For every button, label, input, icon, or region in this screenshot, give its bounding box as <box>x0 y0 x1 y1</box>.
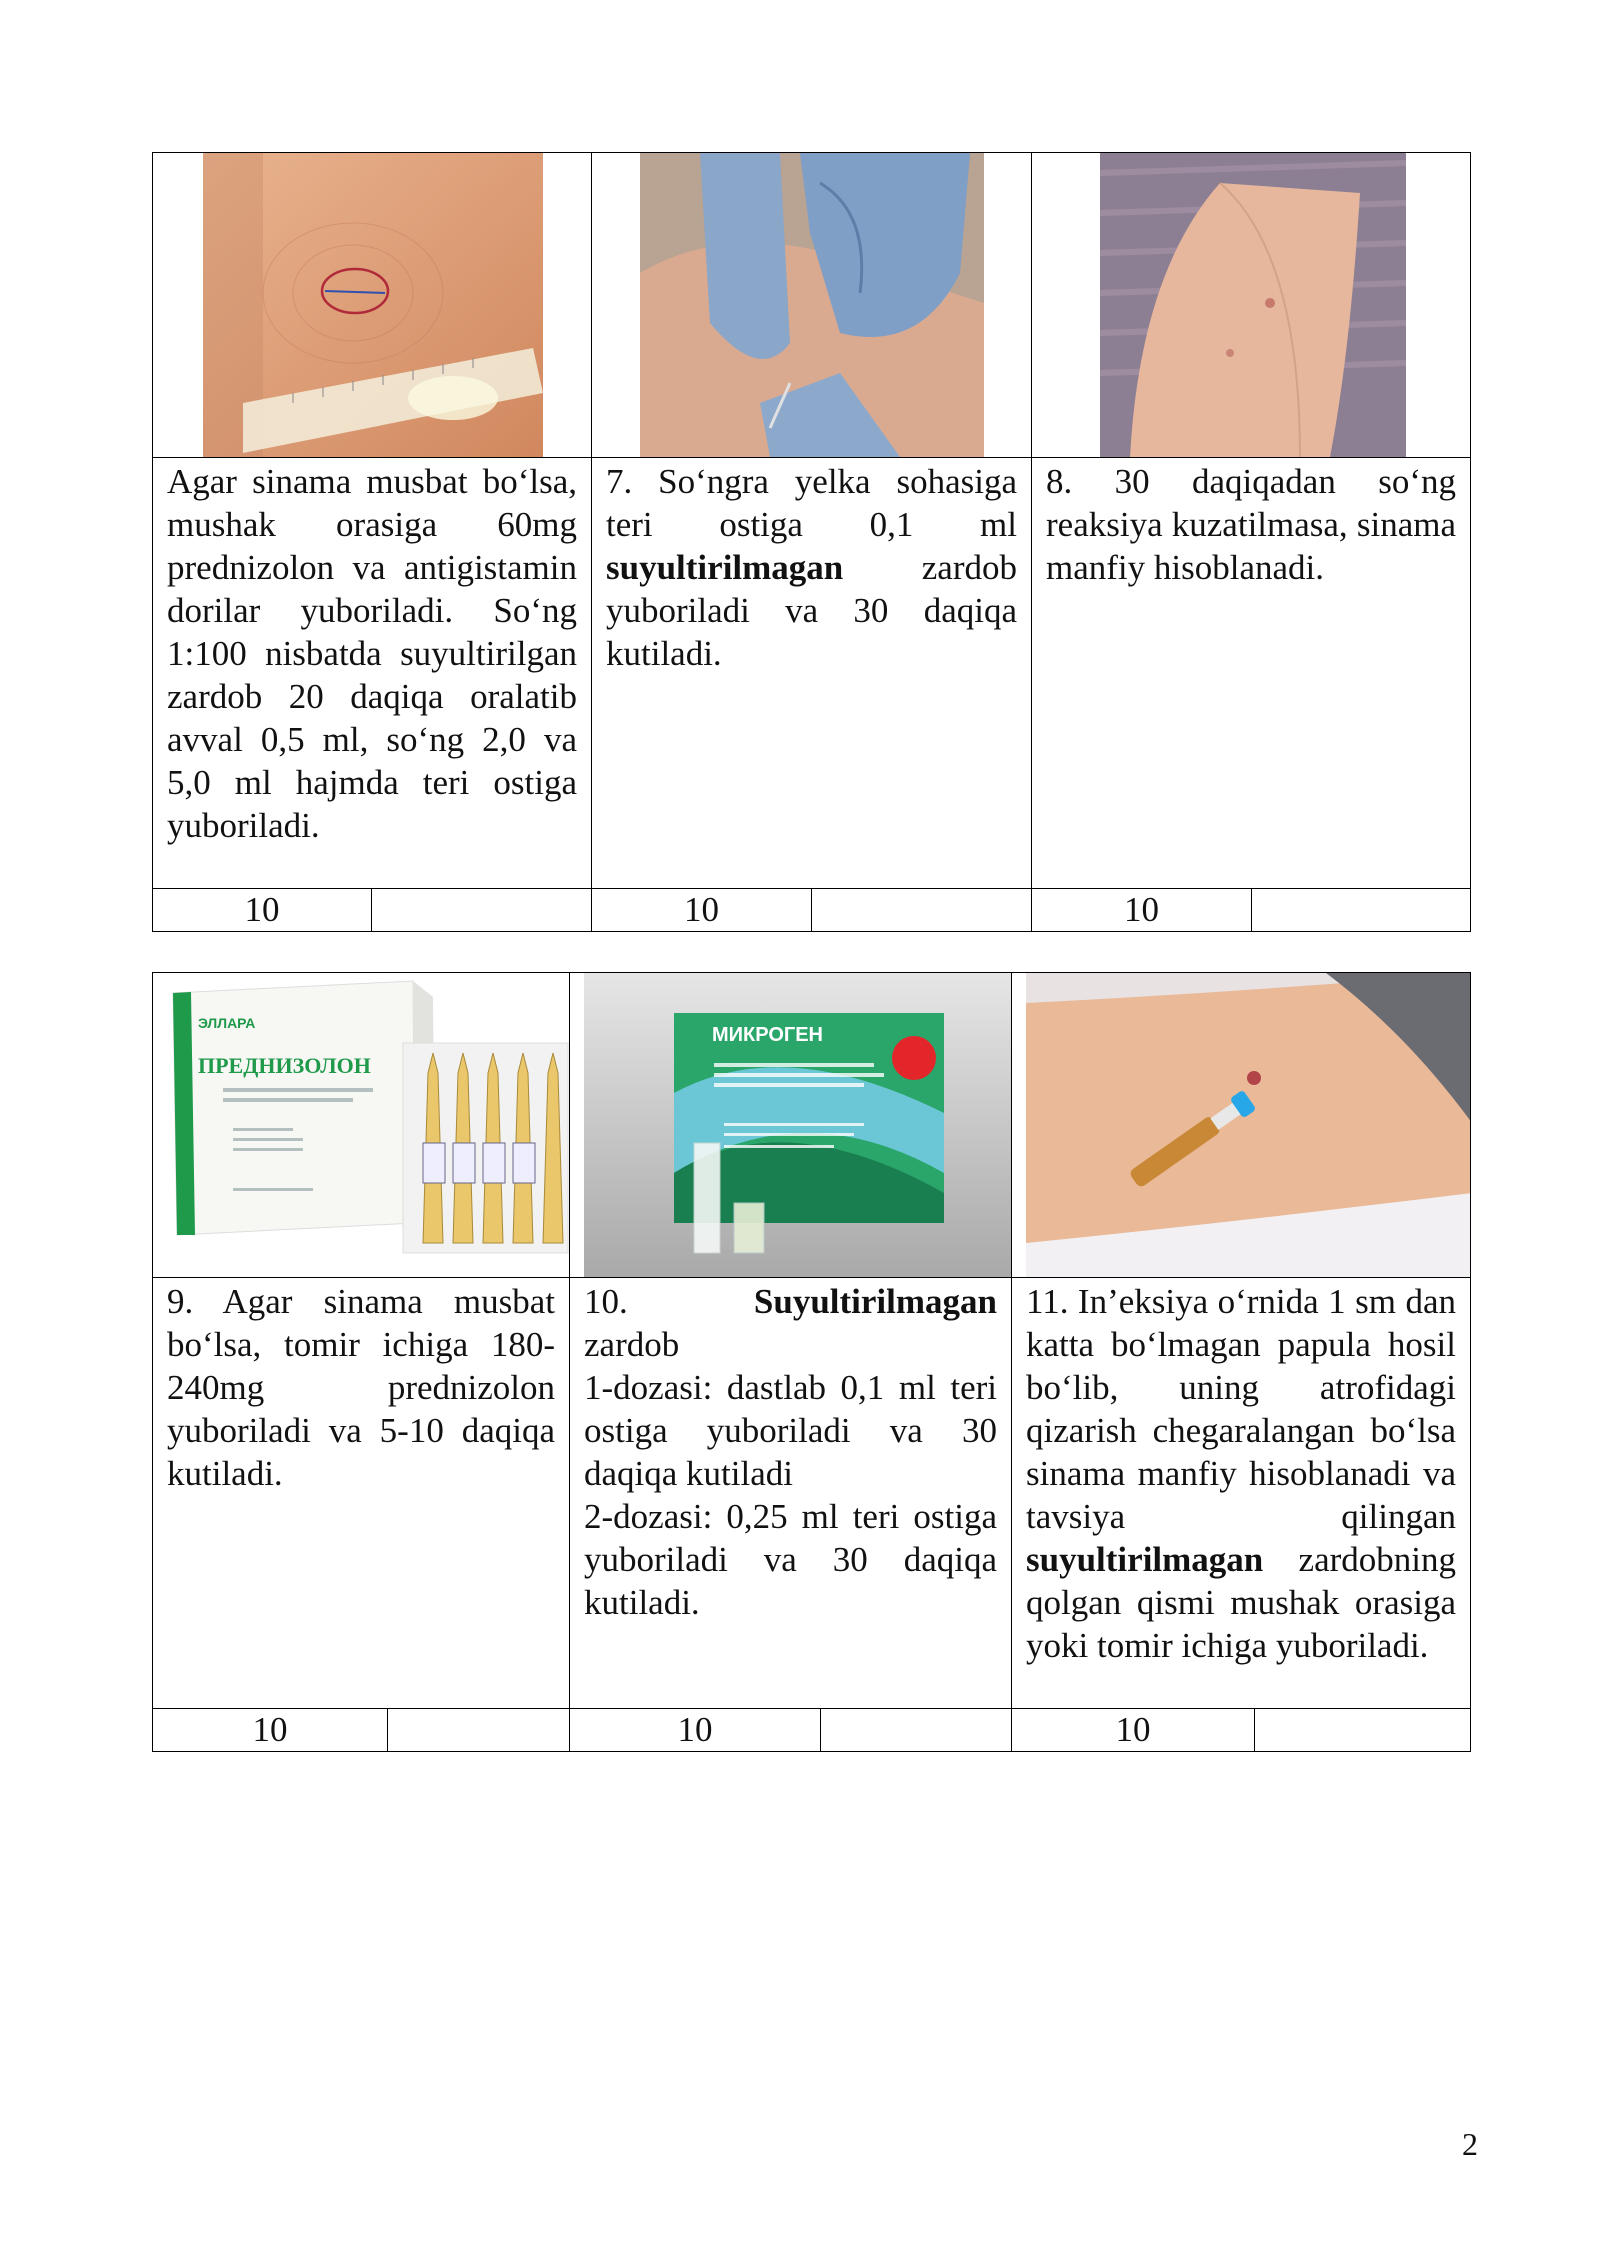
photo-cell-11 <box>1012 973 1471 1278</box>
photo-cell-8 <box>1032 153 1471 458</box>
step-cell-7 <box>592 458 1032 889</box>
step-10-text: 10. Suyultirilmagan zardob 1-dozasi: dastlab 0,1 ml teri ostiga yuboriladi va 30 daqiqa kutiladi 2-dozasi: 0,25 ml teri ostiga yuboriladi va 30 daqiqa kutiladi. <box>584 1282 997 1622</box>
box-title: ПРЕДНИЗОЛОН <box>198 1053 371 1078</box>
procedure-table-2 <box>152 972 1471 1752</box>
step-8-text: 8. 30 daqiqadan so‘ng reaksiya kuzatilmasa, sinama manfiy hisoblanadi. <box>1046 462 1456 587</box>
step-7-text: 7. So‘ngra yelka sohasiga teri ostiga 0,1 ml suyultirilmagan zardob yuboriladi va 30 daqiqa kutiladi. <box>606 462 1017 673</box>
score-cell: 10 <box>153 1709 388 1752</box>
score-cell: 10 <box>153 889 372 932</box>
page-number: 2 <box>1462 2126 1478 2162</box>
iv-catheter-photo <box>1026 973 1471 1277</box>
score-cell: 10 <box>592 889 812 932</box>
serum-brand: МИКРОГЕН <box>712 1024 823 1046</box>
photo-cell-6 <box>153 153 592 458</box>
step-cell-9 <box>153 1278 570 1709</box>
serum-box-photo <box>584 973 1012 1277</box>
prednisolone-box-photo <box>153 973 570 1277</box>
gloved-injection-photo <box>640 153 984 457</box>
step-cell-11 <box>1012 1278 1471 1709</box>
step-6-text: Agar sinama musbat bo‘lsa, mushak orasiga 60mg prednizolon va antigistamin dorilar yuboriladi. So‘ng 1:100 nisbatda suyultirilgan zardob 20 daqiqa oralatib avval 0,5 ml, so‘ng 2,0 va 5,0 ml hajmda teri ostiga yuboriladi. <box>167 462 577 845</box>
score-blank-cell <box>812 889 1032 932</box>
step-11-text: 11. In’eksiya o‘rnida 1 sm dan katta bo‘lmagan papula hosil bo‘lib, uning atrofidagi qizarish chegaralangan bo‘lsa sinama manfiy hisoblanadi va tavsiya qilingan suyultirilmagan zardobning qolgan qismi mushak orasiga yoki tomir ichiga yuboriladi. <box>1026 1282 1456 1665</box>
procedure-table-1 <box>152 152 1471 932</box>
photo-cell-7 <box>592 153 1032 458</box>
box-brand: ЭЛЛАРА <box>198 1015 256 1031</box>
step-cell-6 <box>153 458 592 889</box>
score-blank-cell <box>1255 1709 1471 1752</box>
score-cell: 10 <box>570 1709 821 1752</box>
score-blank-cell <box>1252 889 1471 932</box>
step-cell-8 <box>1032 458 1471 889</box>
photo-cell-10 <box>570 973 1012 1278</box>
step-9-text: 9. Agar sinama musbat bo‘lsa, tomir ichiga 180-240mg prednizolon yuboriladi va 5-10 daqiqa kutiladi. <box>167 1282 555 1493</box>
score-blank-cell <box>821 1709 1012 1752</box>
score-blank-cell <box>388 1709 570 1752</box>
skin-test-ruler-photo <box>203 153 543 457</box>
score-blank-cell <box>372 889 592 932</box>
score-cell: 10 <box>1032 889 1252 932</box>
photo-cell-9 <box>153 973 570 1278</box>
forearm-photo <box>1100 153 1406 457</box>
step-cell-10 <box>570 1278 1012 1709</box>
score-cell: 10 <box>1012 1709 1255 1752</box>
